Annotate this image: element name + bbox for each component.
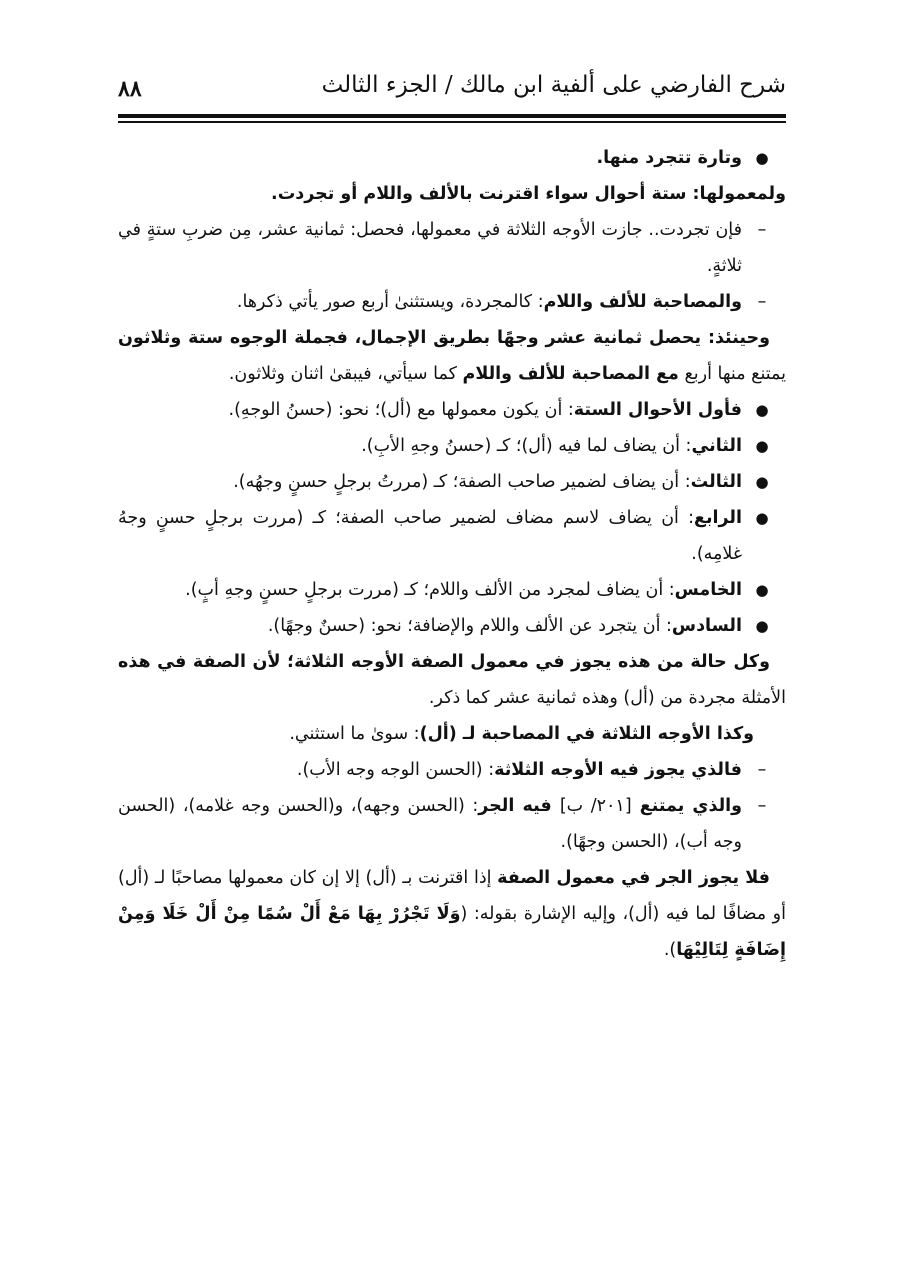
- bullet-text: : أن يضاف لضمير صاحب الصفة؛ كـ (مررتُ برجلٍ حسنٍ وجهُه).: [233, 472, 691, 492]
- bullet-item: [118, 392, 786, 428]
- paragraph-text: إذا اقترنت بـ (أل) إلا إن كان معمولها مصاحبًا لـ (أل) أو مضافًا لما فيه (أل)، وإليه الإشارة بقوله: (: [118, 868, 786, 924]
- bullet-bold-text: الثاني: [691, 436, 742, 456]
- dash-marker: –: [757, 292, 767, 312]
- dash-item: [118, 212, 786, 284]
- bullet-text: : أن يتجرد عن الألف واللام والإضافة؛ نحو: (حسنٌ وجهًا).: [267, 616, 672, 636]
- paragraph-bold: فلا يجوز الجر في معمول الصفة: [497, 868, 771, 888]
- paragraph-bold: وكل حالة من هذه يجوز في معمول الصفة الأوجه الثلاثة؛ لأن الصفة في هذه: [118, 652, 770, 672]
- paragraph: ولمعمولها: ستة أحوال سواء اقترنت بالألف واللام أو تجردت.: [271, 184, 786, 204]
- dash-text: : (الحسن الوجه وجه الأب).: [296, 760, 495, 780]
- paragraph: [118, 860, 786, 968]
- folio-reference: [٢٠١/ ب]: [559, 796, 632, 816]
- page-body: [118, 140, 786, 968]
- dash-text: : كالمجردة، ويستثنىٰ أربع صور يأتي ذكرها.: [236, 292, 544, 312]
- bullet-dot: ●: [755, 581, 769, 599]
- bullet-dot: ●: [755, 149, 769, 167]
- paragraph-text: الأمثلة مجردة من (أل) وهذه ثمانية عشر كما ذكر.: [428, 688, 786, 708]
- paragraph-text: كما سيأتي، فيبقىٰ اثنان وثلاثون.: [228, 364, 463, 384]
- bullet-dot: ●: [755, 509, 769, 527]
- bullet-item: [118, 464, 786, 500]
- header-rule-thick: [118, 114, 786, 118]
- dash-marker: –: [757, 760, 767, 780]
- bullet-item: [118, 140, 786, 176]
- dash-item: [118, 752, 786, 788]
- dash-text: فإن تجردت.. جازت الأوجه الثلاثة في معمولها، فحصل: ثمانية عشر، مِن ضربِ ستةٍ في ثلاثةٍ.: [118, 220, 742, 276]
- paragraph-bold: فجملة الوجوه ستة وثلاثون: [118, 328, 348, 348]
- bullet-text: : أن يضاف لما فيه (أل)؛ كـ (حسنُ وجهِ الأبِ).: [361, 436, 692, 456]
- bullet-item: [118, 608, 786, 644]
- running-title: شرح الفارضي على ألفية ابن مالك / الجزء الثالث: [321, 72, 786, 98]
- bullet-bold-text: الثالث: [690, 472, 742, 492]
- bullet-bold-text: الخامس: [674, 580, 742, 600]
- paragraph-bold: مع المصاحبة للألف واللام: [462, 364, 679, 384]
- header-rule-thin: [118, 121, 786, 123]
- bullet-dot: ●: [755, 401, 769, 419]
- dash-bold-text: والذي يمتنع: [631, 796, 743, 816]
- bullet-bold-text: فأول الأحوال الستة: [573, 400, 742, 420]
- paragraph: [118, 716, 786, 752]
- bullet-dot: ●: [755, 617, 769, 635]
- bullet-item: [118, 500, 786, 572]
- paragraph-text: : سوىٰ ما استثني.: [289, 724, 420, 744]
- paragraph: [118, 644, 786, 716]
- bullet-item: [118, 572, 786, 608]
- bullet-text: : أن يضاف لمجرد من الألف واللام؛ كـ (مررت برجلٍ حسنٍ وجهِ أبٍ).: [185, 580, 675, 600]
- dash-bold-text: والمصاحبة للألف واللام: [543, 292, 742, 312]
- dash-text: : (الحسن وجهه)، و(الحسن وجه غلامه)، (الحسن وجه أب)، (الحسن وجهًا).: [118, 796, 742, 852]
- verse-quote: وَلَا تَجْرُرْ بِهَا مَعْ أَلْ سُمًا مِنْ أَلْ خَلَا وَمِنْ إِضَافَةٍ لِتَالِيْهَا: [118, 904, 786, 960]
- paragraph-lead: وحينئذ: يحصل ثمانية عشر وجهًا بطريق الإجمال،: [347, 328, 770, 348]
- bullet-dot: ●: [755, 473, 769, 491]
- bullet-text: : أن يكون معمولها مع (أل)؛ نحو: (حسنُ الوجهِ).: [228, 400, 574, 420]
- bullet-bold-text: الرابع: [694, 508, 742, 528]
- bullet-item: [118, 428, 786, 464]
- dash-bold-text: فالذي يجوز فيه الأوجه الثلاثة: [494, 760, 742, 780]
- dash-bold-text: فيه الجر: [478, 796, 560, 816]
- paragraph-text: ).: [663, 940, 677, 960]
- page-number: ٨٨: [118, 76, 142, 102]
- paragraph: [118, 320, 786, 392]
- dash-item: [118, 284, 786, 320]
- dash-marker: –: [757, 796, 767, 816]
- paragraph-bold: وكذا الأوجه الثلاثة في المصاحبة لـ (أل): [419, 724, 754, 744]
- bullet-text: وتارة تتجرد منها.: [596, 148, 742, 168]
- dash-item: [118, 788, 786, 860]
- bullet-bold-text: السادس: [671, 616, 742, 636]
- bullet-text: : أن يضاف لاسم مضاف لضمير صاحب الصفة؛ كـ (مررت برجلٍ حسنٍ وجهُ غلامِه).: [118, 508, 742, 564]
- page-header: [118, 70, 786, 112]
- paragraph-text: يمتنع منها أربع: [678, 364, 786, 384]
- bullet-dot: ●: [755, 437, 769, 455]
- dash-marker: –: [757, 220, 767, 240]
